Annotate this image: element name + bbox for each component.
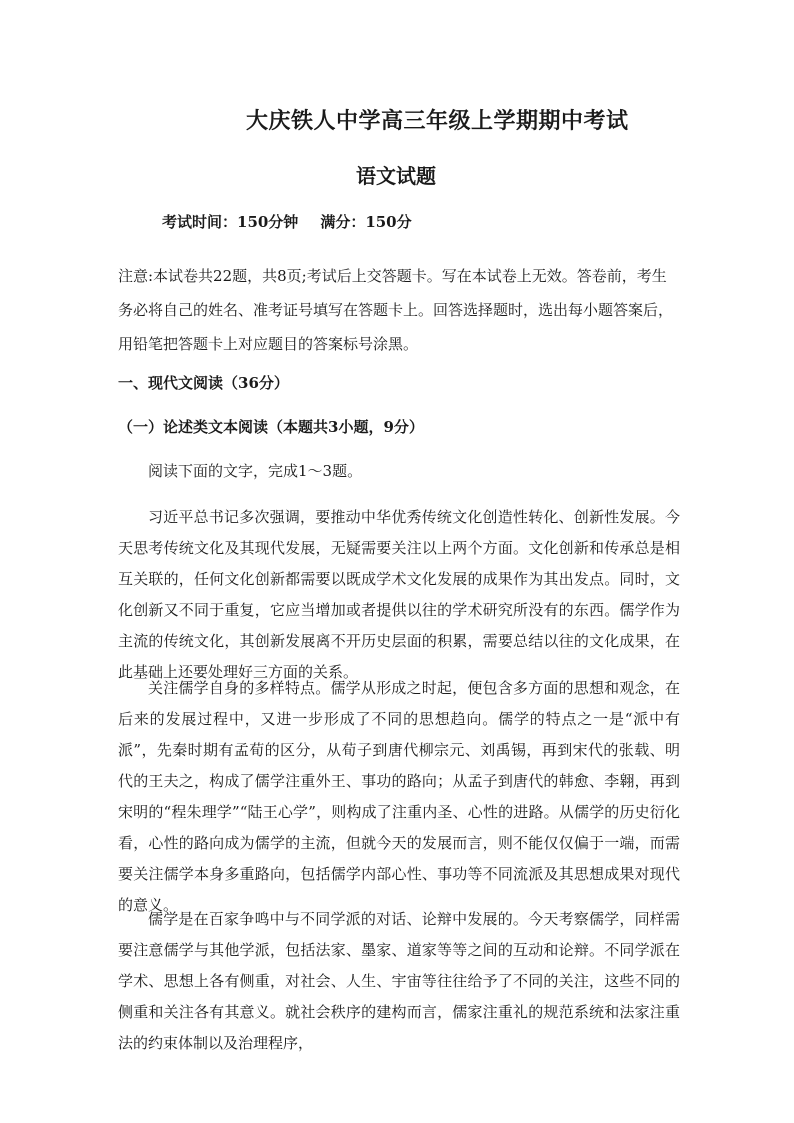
exam-info [162, 211, 412, 232]
section-heading: 一、现代文阅读（36分） [118, 374, 289, 392]
exam-title: 大庆铁人中学高三年级上学期期中考试 [246, 108, 629, 134]
body-paragraph-1: 习近平总书记多次强调，要推动中华优秀传统文化创造性转化、创新性发展。今天思考传统文化及其现代发展，无疑需要关注以上两个方面。文化创新和传承总是相互关联的，任何文化创新都需要以既成学术文化发展的成果作为其出发点。同时，文化创新又不同于重复，它应当增加或者提供以往的学术研究所没有的东西。儒学作为主流的传统文化，其创新发展离不开历史层面的积累，需要总结以往的文化成果，在此基础上还要处理好三方面的关系。 [118, 508, 680, 681]
reading-instruction: 阅读下面的文字，完成1～3题。 [148, 462, 363, 480]
exam-subtitle: 语文试题 [356, 164, 436, 188]
body-paragraph-3: 儒学是在百家争鸣中与不同学派的对话、论辩中发展的。今天考察儒学，同样需要注意儒学与其他学派，包括法家、墨家、道家等等之间的互动和论辩。不同学派在学术、思想上各有侧重，对社会、人生、宇宙等往往给予了不同的关注，这些不同的侧重和关注各有其意义。就社会秩序的建构而言，儒家注重礼的规范系统和法家注重法的约束体制以及治理程序， [118, 910, 680, 1052]
subsection-heading: （一）论述类文本阅读（本题共3小题，9分） [118, 418, 424, 436]
exam-notice: 注意:本试卷共22题，共8页;考试后上交答题卡。写在本试卷上无效。答卷前，考生务必将自己的姓名、准考证号填写在答题卡上。回答选择题时，选出每小题答案后，用铅笔把答题卡上对应题目的答案标号涂黑。 [118, 267, 674, 353]
full-score: 满分：150分 [320, 213, 412, 231]
body-paragraph-2: 关注儒学自身的多样特点。儒学从形成之时起，便包含多方面的思想和观念，在后来的发展过程中，又进一步形成了不同的思想趋向。儒学的特点之一是“派中有派”，先秦时期有孟荀的区分，从荀子到唐代柳宗元、刘禹锡，再到宋代的张载、明代的王夫之，构成了儒学注重外王、事功的路向；从孟子到唐代的韩愈、李翱，再到宋明的“程朱理学”“陆王心学”，则构成了注重内圣、心性的进路。从儒学的历史衍化看，心性的路向成为儒学的主流，但就今天的发展而言，则不能仅仅偏于一端，而需要关注儒学本身多重路向，包括儒学内部心性、事功等不同流派及其思想成果对现代的意义。 [118, 679, 680, 914]
exam-time: 考试时间：150分钟 [162, 213, 299, 231]
